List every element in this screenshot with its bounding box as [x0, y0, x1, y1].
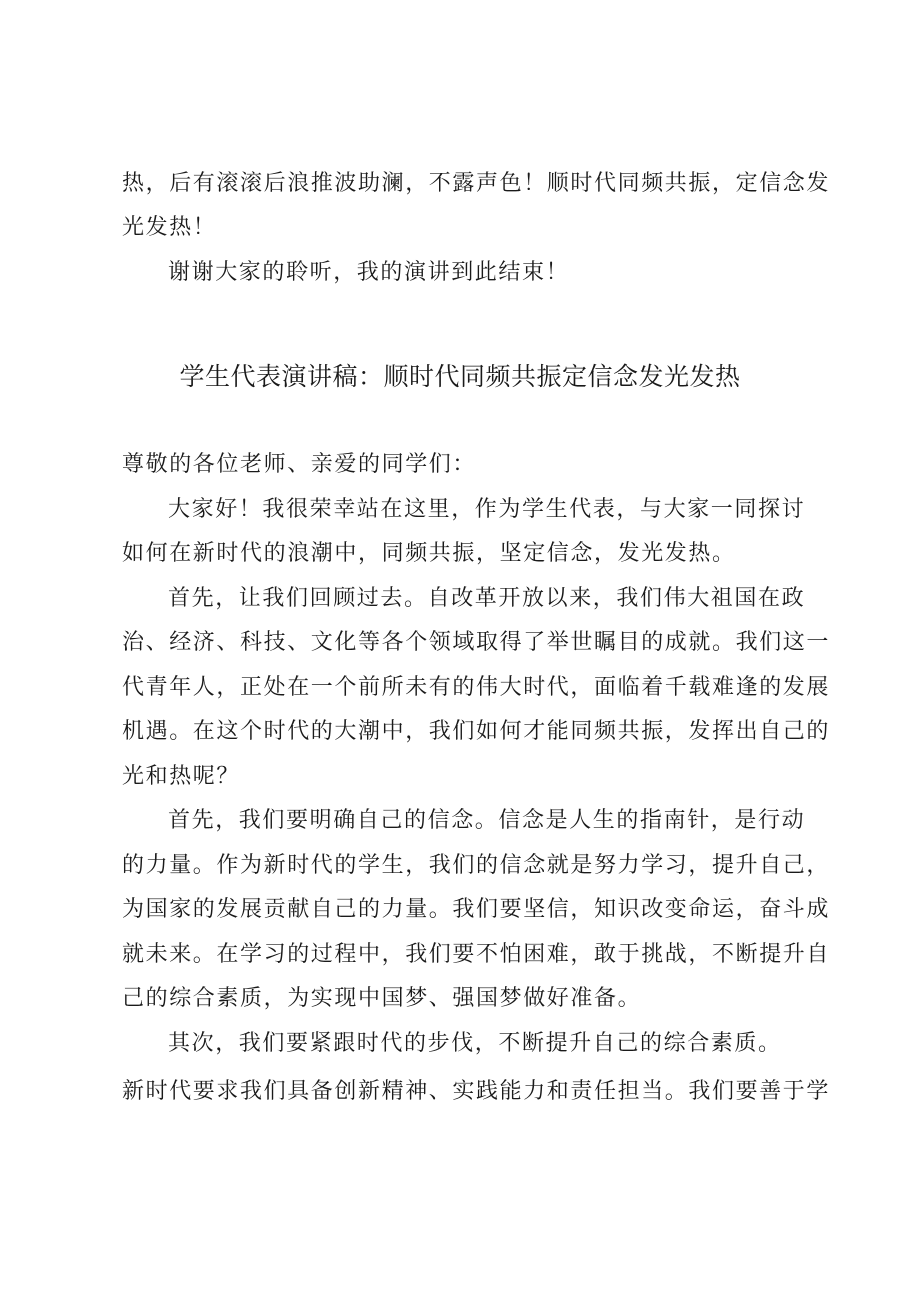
paragraph-2-line-1: 首先，让我们回顾过去。自改革开放以来，我们伟大祖国在政: [168, 586, 806, 611]
speech-title: 学生代表演讲稿：顺时代同频共振定信念发光发热: [179, 362, 741, 391]
paragraph-2-line-4: 机遇。在这个时代的大潮中，我们如何才能同频共振，发挥出自己的: [122, 719, 831, 744]
paragraph-2-line-2: 治、经济、科技、文化等各个领域取得了举世瞩目的成就。我们这一: [122, 630, 831, 655]
paragraph-3-line-2: 的力量。作为新时代的学生，我们的信念就是努力学习，提升自己，: [122, 853, 831, 878]
salutation: 尊敬的各位老师、亲爱的同学们：: [122, 452, 477, 477]
closing-line: 谢谢大家的聆听，我的演讲到此结束！: [168, 260, 570, 285]
paragraph-1-line-2: 如何在新时代的浪潮中，同频共振，坚定信念，发光发热。: [122, 541, 736, 566]
prev-text-line-2: 光发热！: [122, 215, 217, 240]
paragraph-2-line-3: 代青年人，正处在一个前所未有的伟大时代，面临着千载难逢的发展: [122, 675, 831, 700]
paragraph-3-line-3: 为国家的发展贡献自己的力量。我们要坚信，知识改变命运，奋斗成: [122, 897, 831, 922]
paragraph-2-line-5: 光和热呢？: [122, 764, 241, 789]
prev-text-line-1: 热，后有滚滚后浪推波助澜，不露声色！顺时代同频共振，定信念发: [122, 171, 831, 196]
paragraph-3-line-4: 就未来。在学习的过程中，我们要不怕困难，敢于挑战，不断提升自: [122, 942, 831, 967]
paragraph-4-line-1: 其次，我们要紧跟时代的步伐，不断提升自己的综合素质。: [168, 1031, 782, 1056]
paragraph-5-line-1: 新时代要求我们具备创新精神、实践能力和责任担当。我们要善于学: [122, 1079, 831, 1104]
paragraph-3-line-1: 首先，我们要明确自己的信念。信念是人生的指南针，是行动: [168, 808, 806, 833]
paragraph-3-line-5: 己的综合素质，为实现中国梦、强国梦做好准备。: [122, 986, 642, 1011]
paragraph-1-line-1: 大家好！我很荣幸站在这里，作为学生代表，与大家一同探讨: [168, 497, 806, 522]
